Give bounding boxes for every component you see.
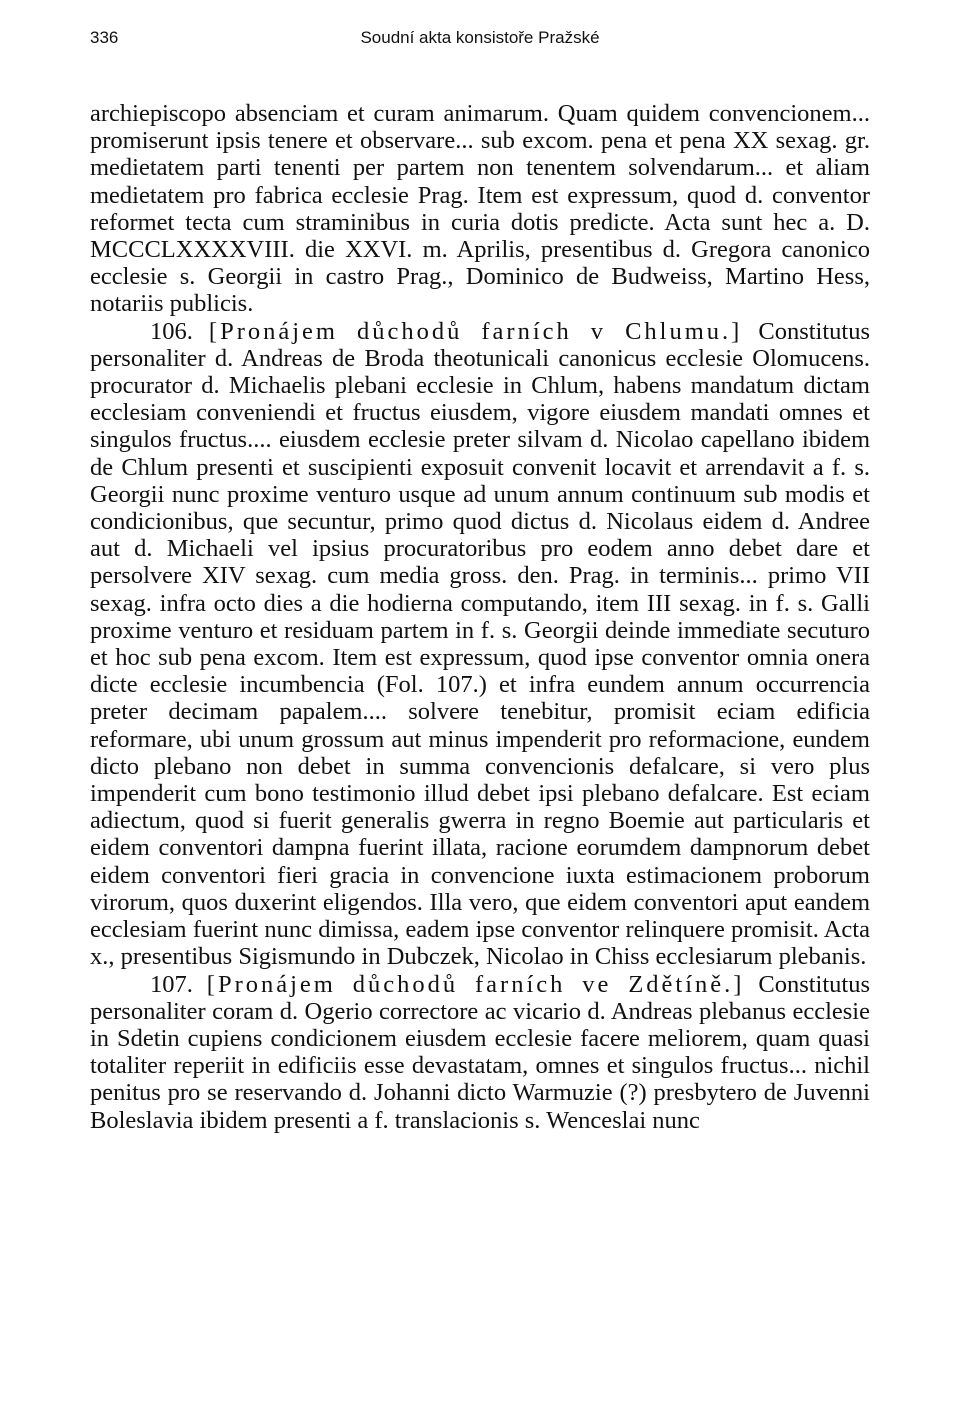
entry-number: 106. — [150, 317, 193, 345]
paragraph-continuation: archiepiscopo absenciam et curam animarum. Quam quidem convencionem... promiserunt ipsis tenere et observare... sub excom. pena et pena XX sexag. gr. medietatem parti tenenti per partem non tenentem solvendarum... et aliam medietatem pro fabrica ecclesie Prag. Item est expressum, quod d. conventor reformet tecta cum straminibus in curia dotis predicte. Acta sunt hec a. D. MCCCLXXXXVIII. die XXVI. m. Aprilis, presentibus d. Gregora canonico ecclesie s. Georgii in castro Prag., Dominico de Budweiss, Martino Hess, notariis publicis. — [90, 100, 870, 318]
entry-heading: [Pronájem důchodů farních ve Zdětíně.] — [206, 970, 745, 998]
entry-text: Constitutus personaliter d. Andreas de Broda theotunicali canonicus ecclesie Olomucens. procurator d. Michaelis plebani ecclesie in Chlum, habens mandatum dictam ecclesiam conveniendi et fructus eiusdem, vigore eiusdem mandati omnes et singulos fructus.... eiusdem ecclesie preter silvam d. Nicolao capellano ibidem de Chlum presenti et suscipienti exposuit convenit locavit et arrendavit a f. s. Georgii nunc proxime venturo usque ad unum annum continuum sub modis et condicionibus, que secuntur, primo quod dictus d. Nicolaus eidem d. Andree aut d. Michaeli vel ipsius procuratoribus pro eodem anno debet dare et persolvere XIV sexag. cum media gross. den. Prag. in terminis... primo VII sexag. infra octo dies a die hodierna computando, item III sexag. in f. s. Galli proxime venturo et residuam partem in f. s. Georgii deinde immediate secuturo et hoc sub pena excom. Item est expressum, quod ipse conventor omnia onera dicte ecclesie incumbencia (Fol. 107.) et infra eundem annum occurrencia preter decimam papalem.... solvere tenebitur, promisit eciam edificia reformare, ubi unum grossum aut minus impenderit pro reformacione, eundem dicto plebano non debet in summa convencionis defalcare, si vero plus impenderit cum bono testimonio illud debet ipsi plebano defalcare. Est eciam adiectum, quod si fuerit generalis gwerra in regno Boemie aut particularis et eidem conventori dampna fuerint illata, racione eorumdem dampnorum debet eidem conventori fieri gracia in convencione iuxta estimacionem proborum virorum, quos duxerint eligendos. Illa vero, que eidem conventori aput eandem ecclesiam fuerint nunc dimissa, eadem ipse conventor relinquere promisit. Acta x., presentibus Sigismundo in Dubczek, Nicolao in Chiss ecclesiarum plebanis. — [90, 317, 870, 971]
document-page — [90, 28, 870, 1134]
entry-heading: [Pronájem důchodů farních v Chlumu.] — [208, 317, 743, 345]
running-head: Soudní akta konsistoře Pražské — [360, 28, 600, 47]
entry-107 — [90, 971, 870, 1134]
page-header — [90, 28, 870, 58]
entry-text: Constitutus personaliter coram d. Ogerio correctore ac vicario d. Andreas plebanus ecclesie in Sdetin cupiens condicionem eiusdem ecclesie facere meliorem, quam quasi totaliter reperiit in edificiis esse devastatam, omnes et singulos fructus... nichil penitus pro se reservando d. Johanni dicto Warmuzie (?) presbytero de Juvenni Boleslavia ibidem presenti a f. translacionis s. Wenceslai nunc — [90, 970, 870, 1134]
entry-106 — [90, 318, 870, 971]
page-number: 336 — [90, 28, 119, 47]
body-text — [90, 100, 870, 1134]
entry-number: 107. — [150, 970, 193, 998]
